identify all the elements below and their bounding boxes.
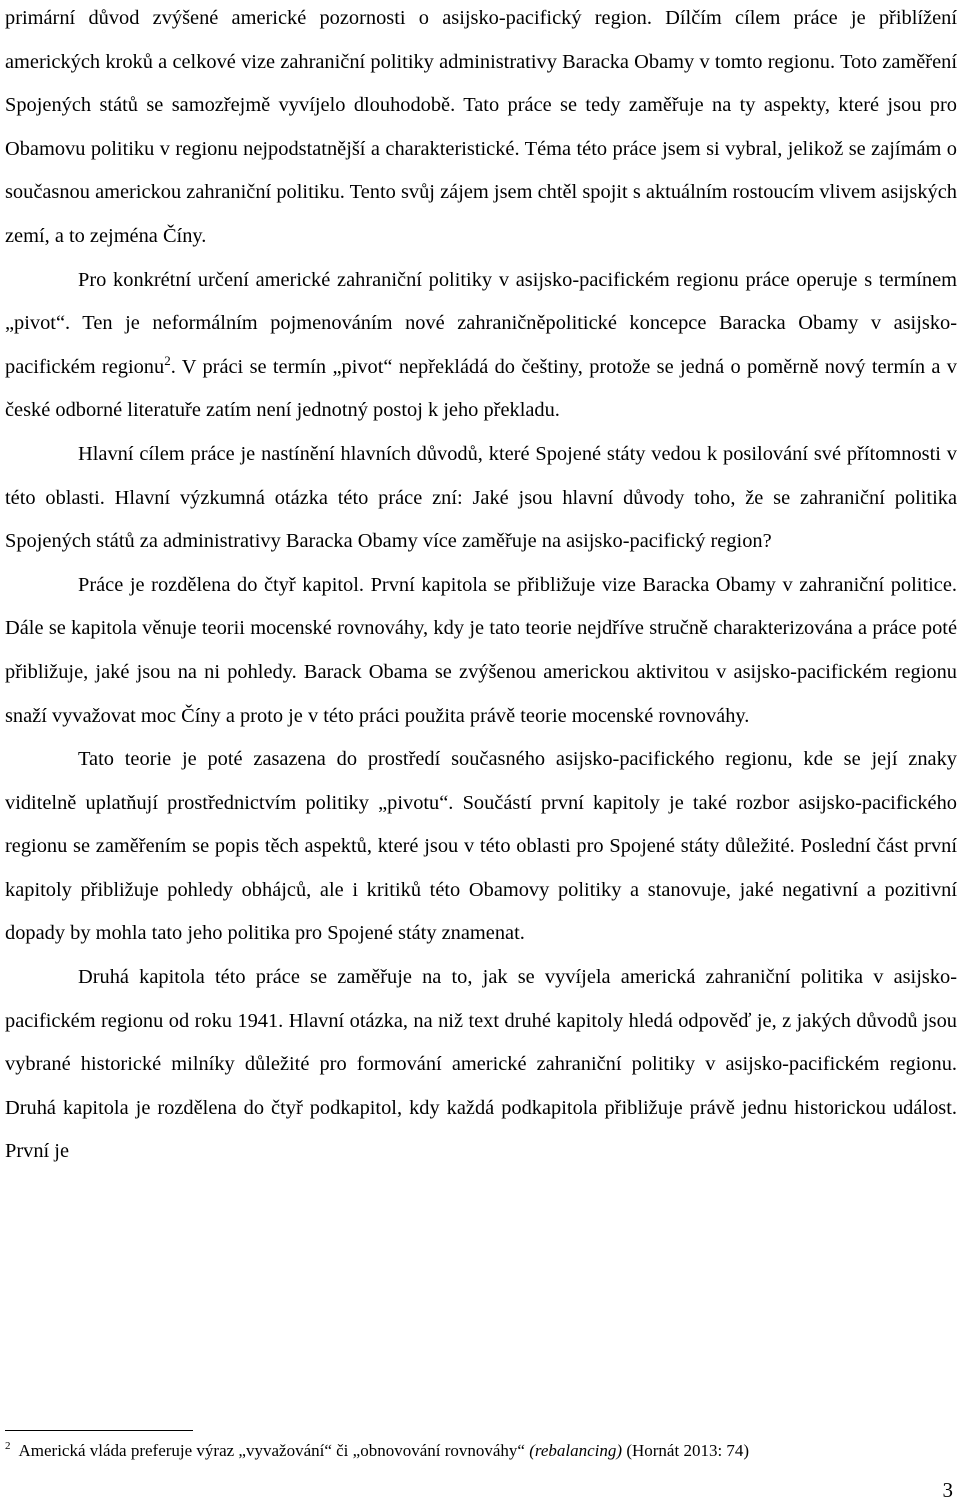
footnote-text-after: (Hornát 2013: 74) (622, 1441, 750, 1460)
body-text (5, 0, 957, 1174)
footnote-text-before: Americká vláda preferuje výraz „vyvažování“ či „obnovování rovnováhy“ (18, 1441, 530, 1460)
footnote-reference: 2 (164, 352, 171, 368)
paragraph-5: Tato teorie je poté zasazena do prostředí současného asijsko-pacifického regionu, kde se její znaky viditelně uplatňují prostřednictvím politiky „pivotu“. Součástí první kapitoly je také rozbor asijsko-pacifického regionu se zaměřením se popis těch aspektů, které jsou v této oblasti pro Spojené státy důležité. Poslední část první kapitoly přibližuje pohledy obhájců, ale i kritiků této Obamovy politiky a stanovuje, jaké negativní a pozitivní dopady by mohla tato jeho politika pro Spojené státy znamenat. (5, 748, 957, 945)
footnote-number: 2 (5, 1440, 11, 1452)
paragraph-1: primární důvod zvýšené americké pozornosti o asijsko-pacifický region. Dílčím cílem práce je přiblížení amerických kroků a celkové vize zahraniční politiky administrativy Baracka Obamy v tomto regionu. Toto zaměření Spojených států se samozřejmě vyvíjelo dlouhodobě. Tato práce se tedy zaměřuje na ty aspekty, které jsou pro Obamovu politiku v regionu nejpodstatnější a charakteristické. Téma této práce jsem si vybral, jelikož se zajímám o současnou americkou zahraniční politiku. Tento svůj zájem jsem chtěl spojit s aktuálním rostoucím vlivem asijských zemí, a to zejména Číny. (5, 7, 957, 247)
paragraph-2 (5, 259, 957, 433)
paragraph-3: Hlavní cílem práce je nastínění hlavních důvodů, které Spojené státy vedou k posilování své přítomnosti v této oblasti. Hlavní výzkumná otázka této práce zní: Jaké jsou hlavní důvody toho, že se zahraniční politika Spojených států za administrativy Baracka Obamy více zaměřuje na asijsko-pacifický region? (5, 442, 957, 553)
page-number: 3 (942, 1478, 953, 1502)
paragraph-2-text-after-footnote: . V práci se termín „pivot“ nepřekládá do češtiny, protože se jedná o poměrně nový termín a v české odborné literatuře zatím není jednotný postoj k jeho překladu. (5, 355, 957, 422)
paragraph-6: Druhá kapitola této práce se zaměřuje na to, jak se vyvíjela americká zahraniční politika v asijsko-pacifickém regionu od roku 1941. Hlavní otázka, na niž text druhé kapitoly hledá odpověď je, z jakých důvodů jsou vybrané historické milníky důležité pro formování americké zahraniční politiky v asijsko-pacifickém regionu. Druhá kapitola je rozdělena do čtyř podkapitol, kdy každá podkapitola přibližuje právě jednu historickou událost. První je (5, 966, 957, 1163)
paragraph-4: Práce je rozdělena do čtyř kapitol. První kapitola se přibližuje vize Baracka Obamy v zahraniční politice. Dále se kapitola věnuje teorii mocenské rovnováhy, kdy je tato teorie nejdříve stručně charakterizována a práce poté přibližuje, jaké jsou na ni pohledy. Barack Obama se zvýšenou americkou aktivitou v asijsko-pacifickém regionu snaží vyvažovat moc Číny a proto je v této práci použita právě teorie mocenské rovnováhy. (5, 573, 957, 727)
footnote (5, 1440, 957, 1462)
paragraph-2-text-before-footnote: Pro konkrétní určení americké zahraniční politiky v asijsko-pacifickém regionu práce operuje s termínem „pivot“. Ten je neformálním pojmenováním nové zahraničněpolitické koncepce Baracka Obamy v asijsko-pacifickém regionu (5, 268, 957, 378)
footnote-italic-term: (rebalancing) (529, 1441, 623, 1460)
footnote-separator (5, 1430, 193, 1431)
